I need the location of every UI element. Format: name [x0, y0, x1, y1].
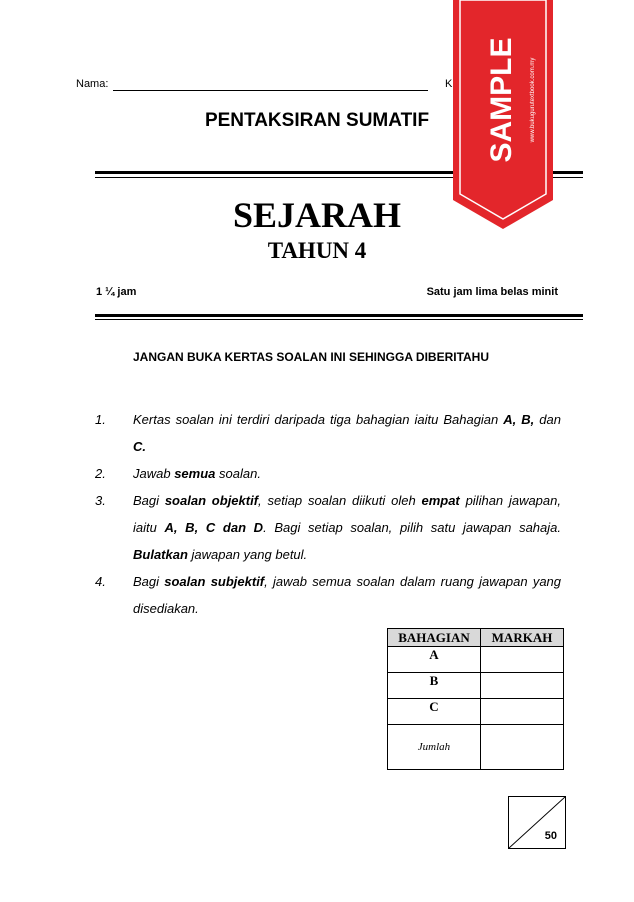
ribbon-label: SAMPLE: [485, 37, 518, 163]
instruction-text: Kertas soalan ini terdiri daripada tiga bahagian iaitu Bahagian A, B, dan C.: [133, 412, 561, 454]
instruction-text: Bagi soalan subjektif, jawab semua soalan dalam ruang jawapan yang disediakan.: [133, 574, 562, 616]
instruction-number: 3.: [95, 493, 106, 508]
total-marks: 50: [544, 830, 557, 842]
instruction-item: [95, 406, 561, 460]
marks-cell: [481, 647, 564, 673]
marks-cell: [481, 673, 564, 699]
marks-cell: [481, 699, 564, 725]
marks-table: [387, 628, 564, 770]
total-label: Jumlah: [388, 725, 481, 770]
section-label: B: [388, 673, 481, 699]
table-row: [388, 647, 564, 673]
section-label: A: [388, 647, 481, 673]
sample-ribbon: [453, 0, 553, 229]
instruction-text: Jawab semua soalan.: [133, 466, 261, 481]
exam-title: PENTAKSIRAN SUMATIF: [204, 110, 430, 131]
col-header-marks: MARKAH: [481, 629, 564, 647]
subject-title: SEJARAH: [232, 195, 402, 235]
table-row: [388, 699, 564, 725]
instruction-item: [95, 568, 561, 622]
name-line: [113, 90, 428, 91]
instruction-number: 4.: [95, 574, 106, 589]
table-row: [388, 725, 564, 770]
name-label: Nama:: [76, 78, 109, 90]
col-header-section: BAHAGIAN: [388, 629, 481, 647]
class-label: K: [445, 78, 453, 90]
duration-words: Satu jam lima belas minit: [426, 286, 558, 298]
year-title: TAHUN 4: [267, 238, 367, 263]
instruction-number: 2.: [95, 466, 106, 481]
instruction-item: [95, 487, 561, 568]
instruction-item: [95, 460, 561, 487]
instruction-number: 1.: [95, 412, 106, 427]
score-box: [508, 796, 566, 849]
table-row: [388, 673, 564, 699]
section-label: C: [388, 699, 481, 725]
instructions-list: [95, 406, 561, 622]
duration: 1 ¼ jam: [96, 286, 137, 298]
instruction-text: Bagi soalan objektif, setiap soalan diikuti oleh empat pilihan jawapan, iaitu A, B, C dan D. Bagi setiap soalan, pilih satu jawapan sahaja. Bulatkan jawapan yang betul.: [133, 493, 561, 562]
marks-cell: [481, 725, 564, 770]
warning-text: JANGAN BUKA KERTAS SOALAN INI SEHINGGA DIBERITAHU: [133, 350, 490, 364]
mid-rule-thick: [95, 314, 583, 317]
mid-rule-thin: [95, 319, 583, 320]
ribbon-url: www.bukugurutextbook.com.my: [530, 57, 536, 143]
